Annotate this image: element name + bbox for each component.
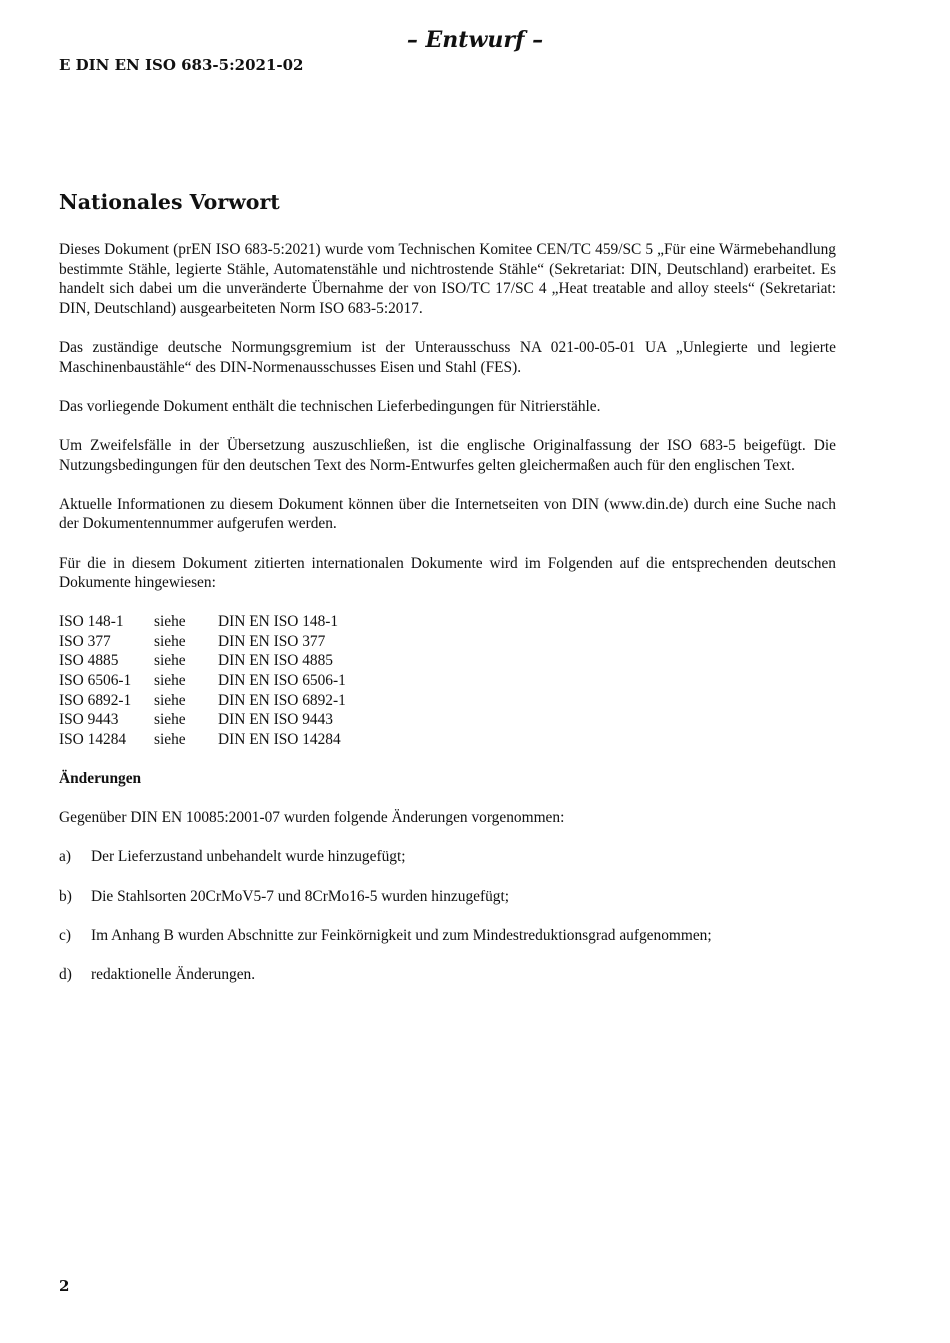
changes-list xyxy=(59,847,836,984)
iso-reference: ISO 377 xyxy=(59,632,111,650)
draft-label: – Entwurf – xyxy=(406,27,544,53)
table-row xyxy=(59,710,346,730)
list-item-text: Die Stahlsorten 20CrMoV5-7 und 8CrMo16-5 wurden hinzugefügt; xyxy=(91,887,510,905)
iso-reference: ISO 9443 xyxy=(59,711,119,729)
din-reference: DIN EN ISO 377 xyxy=(218,632,326,650)
iso-reference: ISO 148-1 xyxy=(59,613,124,631)
reference-table xyxy=(59,612,346,749)
din-reference: DIN EN ISO 148-1 xyxy=(218,613,339,631)
reference-word: siehe xyxy=(154,730,186,748)
din-reference: DIN EN ISO 14284 xyxy=(218,730,341,748)
paragraph-information: Aktuelle Informationen zu diesem Dokument können über die Internetseiten von DIN (www.din.de) durch eine Suche nach der Dokumentennummer aufgerufen werden. xyxy=(59,495,836,533)
document-number: E DIN EN ISO 683-5:2021-02 xyxy=(59,56,304,74)
reference-word: siehe xyxy=(154,652,186,670)
paragraph-committee: Das zuständige deutsche Normungsgremium ist der Unterausschuss NA 021-00-05-01 UA „Unlegierte und legierte Maschinenbaustähle“ des DIN-Normenausschusses Eisen und Stahl (FES). xyxy=(59,338,836,376)
list-item xyxy=(59,926,836,946)
page-number: 2 xyxy=(59,1277,70,1295)
list-item-text: redaktionelle Änderungen. xyxy=(91,965,256,983)
iso-reference: ISO 4885 xyxy=(59,652,119,670)
list-marker: d) xyxy=(59,965,72,983)
table-row xyxy=(59,691,346,711)
iso-reference: ISO 6506-1 xyxy=(59,672,132,690)
din-reference: DIN EN ISO 9443 xyxy=(218,711,333,729)
list-item-text: Im Anhang B wurden Abschnitte zur Feinkörnigkeit und zum Mindestreduktionsgrad aufgenommen; xyxy=(91,926,712,944)
iso-reference: ISO 6892-1 xyxy=(59,691,132,709)
din-reference: DIN EN ISO 6892-1 xyxy=(218,691,346,709)
list-item xyxy=(59,847,836,867)
changes-intro: Gegenüber DIN EN 10085:2001-07 wurden folgende Änderungen vorgenommen: xyxy=(59,809,565,827)
paragraph-scope: Das vorliegende Dokument enthält die technischen Lieferbedingungen für Nitrierstähle. xyxy=(59,397,601,415)
paragraph-intro: Dieses Dokument (prEN ISO 683-5:2021) wurde vom Technischen Komitee CEN/TC 459/SC 5 „Für eine Wärmebehandlung bestimmte Stähle, legierte Stähle, Automatenstähle und nichtrostende Stähle“ (Sekretariat: DIN, Deutschland) erarbeitet. Es handelt sich dabei um die unveränderte Übernahme der von ISO/TC 17/SC 4 „Heat treatable and alloy steels“ (Sekretariat: DIN, Deutschland) ausgearbeiteten Norm ISO 683-5:2017. xyxy=(59,241,836,317)
list-item xyxy=(59,965,836,985)
list-item-text: Der Lieferzustand unbehandelt wurde hinzugefügt; xyxy=(91,848,406,866)
table-row xyxy=(59,651,346,671)
paragraph-references-intro: Für die in diesem Dokument zitierten internationalen Dokumente wird im Folgenden auf die entsprechenden deutschen Dokumente hingewiesen: xyxy=(59,554,836,592)
table-row xyxy=(59,632,346,652)
table-row xyxy=(59,612,346,632)
document-body xyxy=(59,240,836,1004)
table-row xyxy=(59,730,346,750)
reference-word: siehe xyxy=(154,672,186,690)
din-reference: DIN EN ISO 6506-1 xyxy=(218,672,346,690)
paragraph-translation: Um Zweifelsfälle in der Übersetzung auszuschließen, ist die englische Originalfassung der ISO 683-5 beigefügt. Die Nutzungsbedingungen für den deutschen Text des Norm-Entwurfes gelten gleichermaßen auch für den englischen Text. xyxy=(59,436,836,474)
iso-reference: ISO 14284 xyxy=(59,730,127,748)
list-marker: a) xyxy=(59,848,71,866)
changes-heading: Änderungen xyxy=(59,770,142,788)
table-row xyxy=(59,671,346,691)
reference-word: siehe xyxy=(154,691,186,709)
din-reference: DIN EN ISO 4885 xyxy=(218,652,333,670)
reference-word: siehe xyxy=(154,613,186,631)
reference-word: siehe xyxy=(154,711,186,729)
list-marker: b) xyxy=(59,887,72,905)
section-title: Nationales Vorwort xyxy=(59,190,280,214)
reference-word: siehe xyxy=(154,632,186,650)
list-item xyxy=(59,887,836,907)
list-marker: c) xyxy=(59,926,71,944)
